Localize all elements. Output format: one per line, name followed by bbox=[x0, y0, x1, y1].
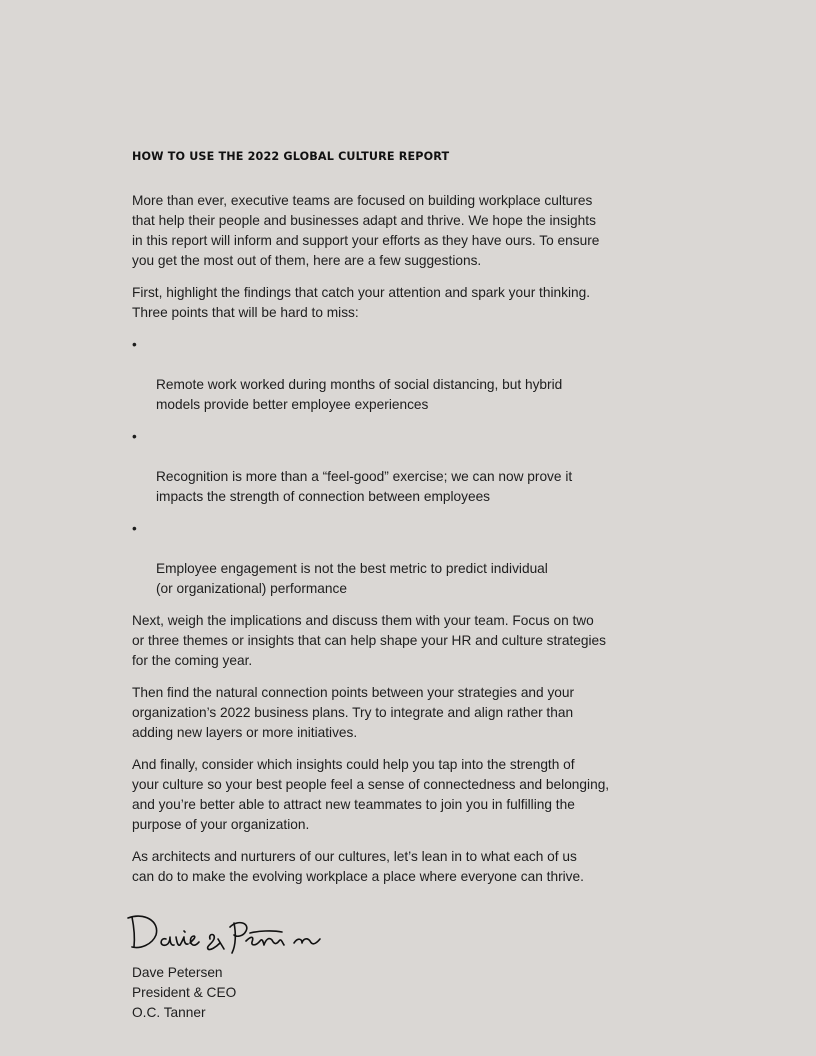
intro-paragraph: More than ever, executive teams are focused on building workplace cultures that help their people and businesses adapt and thrive. We hope the insights in this report will inform and support your efforts as they have ours. To ensure you get the most out of them, here are a few suggestions. bbox=[132, 193, 600, 268]
finally-paragraph: And finally, consider which insights could help you tap into the strength of your culture so your best people feel a sense of connectedness and belonging, and you’re better able to attract new teammates to join you in fulfilling the purpose of your organization. bbox=[132, 757, 610, 832]
page-title: HOW TO USE THE 2022 GLOBAL CULTURE REPORT bbox=[132, 150, 450, 163]
list-item bbox=[132, 427, 672, 507]
letter-page bbox=[132, 150, 672, 1023]
list-item-text: Employee engagement is not the best metric to predict individual (or organizational) performance bbox=[156, 561, 548, 596]
key-points-list bbox=[132, 335, 672, 599]
then-paragraph: Then find the natural connection points between your strategies and your organization’s 2022 business plans. Try to integrate and align rather than adding new layers or more initiatives. bbox=[132, 685, 575, 740]
signer-title: President & CEO bbox=[132, 985, 237, 1000]
closing-paragraph: As architects and nurturers of our cultures, let’s lean in to what each of us can do to make the evolving workplace a place where everyone can thrive. bbox=[132, 849, 584, 884]
first-paragraph: First, highlight the findings that catch your attention and spark your thinking. Three points that will be hard to miss: bbox=[132, 285, 591, 320]
bullet-icon: • bbox=[132, 521, 137, 536]
handwritten-signature bbox=[126, 909, 326, 955]
signer-name: Dave Petersen bbox=[132, 965, 223, 980]
next-paragraph: Next, weigh the implications and discuss them with your team. Focus on two or three themes or insights that can help shape your HR and culture strategies for the coming year. bbox=[132, 613, 606, 668]
list-item-text: Recognition is more than a “feel-good” exercise; we can now prove it impacts the strength of connection between employees bbox=[156, 469, 573, 504]
list-item bbox=[132, 519, 672, 599]
list-item-text: Remote work worked during months of social distancing, but hybrid models provide better employee experiences bbox=[156, 377, 563, 412]
list-item bbox=[132, 335, 672, 415]
signer-company: O.C. Tanner bbox=[132, 1005, 206, 1020]
bullet-icon: • bbox=[132, 337, 137, 352]
bullet-icon: • bbox=[132, 429, 137, 444]
